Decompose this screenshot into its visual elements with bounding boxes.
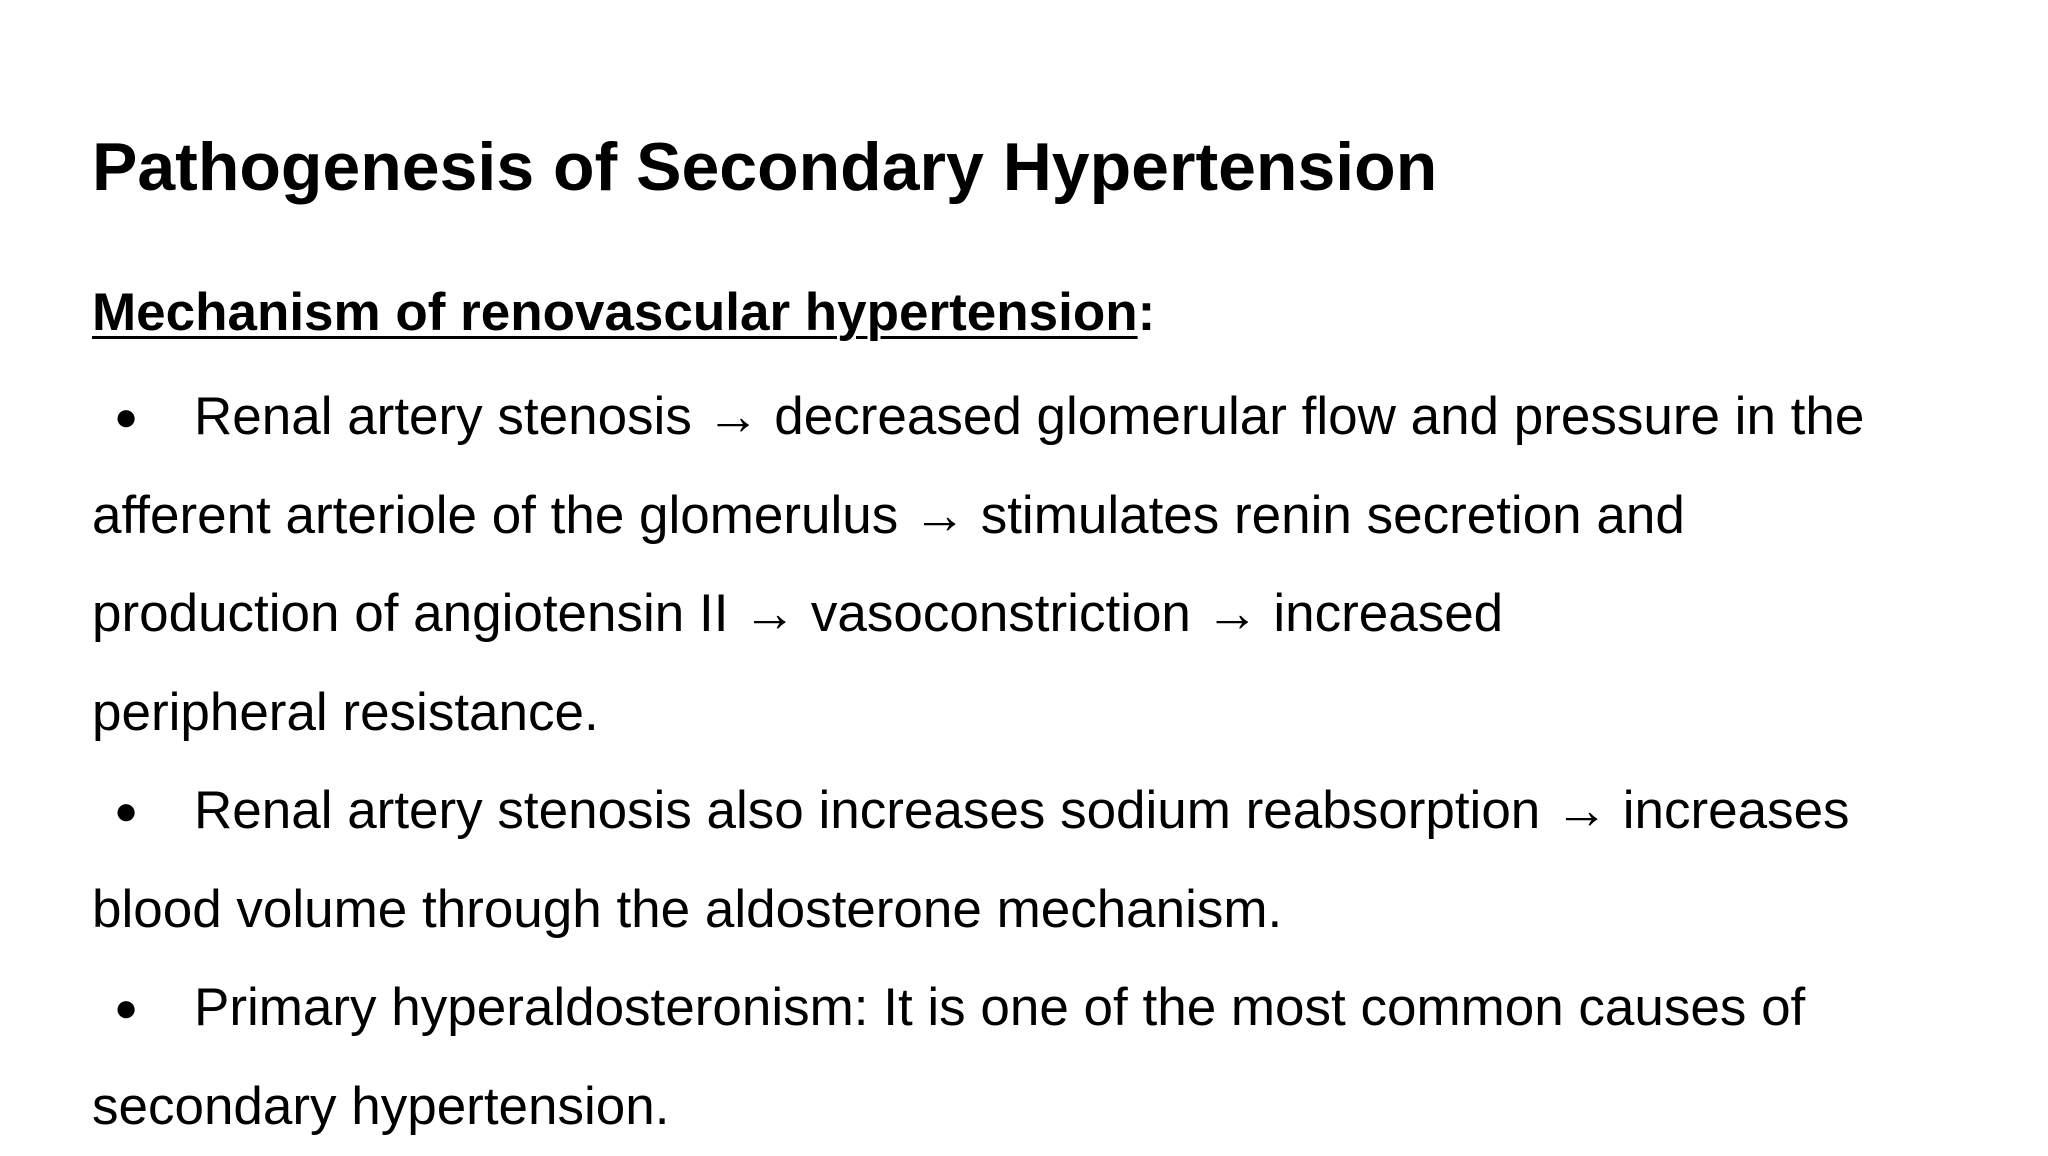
list-item-line: Primary hyperaldosteronism: It is one of the most common causes of — [194, 978, 1806, 1037]
list-item-line: Renal artery stenosis also increases sodium reabsorption → increases — [194, 781, 1850, 840]
list-item-line: Renal artery stenosis → decreased glomerular flow and pressure in the — [194, 387, 1865, 446]
list-item — [92, 959, 1992, 1156]
section-heading-colon: : — [1137, 283, 1156, 342]
list-item-line: blood volume through the aldosterone mechanism. — [92, 879, 1283, 939]
list-item-line: peripheral resistance. — [92, 682, 599, 742]
list-item-line: secondary hypertension. — [92, 1076, 670, 1136]
bullet-icon: ● — [114, 395, 139, 439]
list-item-line: production of angiotensin II → vasoconstriction → increased — [92, 584, 1504, 643]
section-heading-text: Mechanism of renovascular hypertension — [92, 283, 1138, 342]
list-item-line: afferent arteriole of the glomerulus → stimulates renin secretion and — [92, 485, 1685, 545]
bullet-icon: ● — [114, 986, 139, 1030]
page-title: Pathogenesis of Secondary Hypertension — [92, 129, 1438, 205]
bullet-list — [92, 368, 1992, 1156]
section-heading — [92, 268, 1155, 358]
list-item — [92, 762, 1992, 959]
list-item — [92, 368, 1992, 762]
bullet-icon: ● — [114, 789, 139, 833]
